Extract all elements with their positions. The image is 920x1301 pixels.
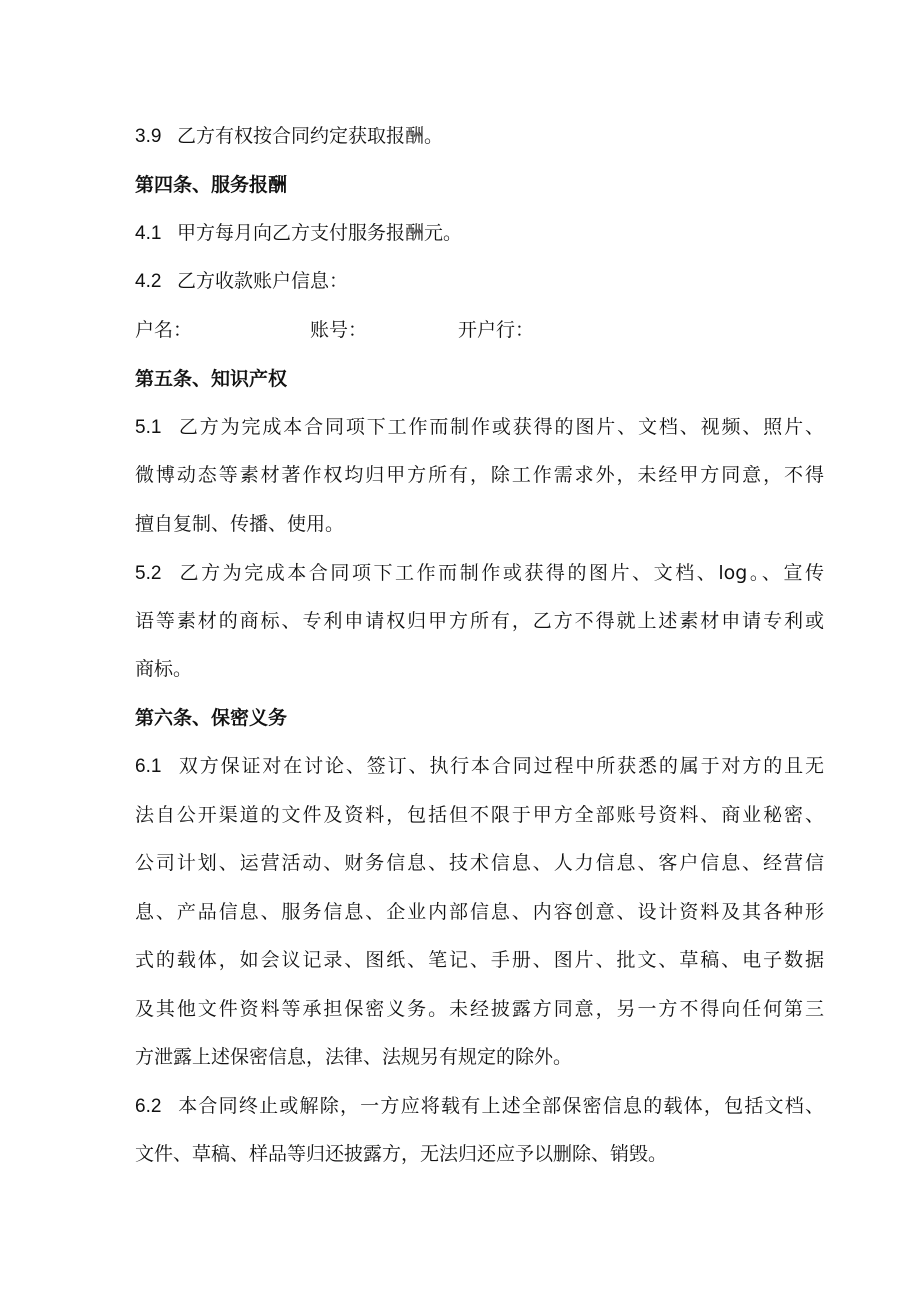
- clause-text: 乙方收款账户信息：: [177, 270, 349, 292]
- clause-5-2-line-1: [135, 561, 824, 586]
- clause-5-2-line-3: 商标。: [135, 658, 193, 680]
- article-5-heading: 第五条、知识产权: [135, 368, 288, 390]
- clause-6-1-line-1: [135, 754, 824, 779]
- clause-number: 3.9: [135, 126, 162, 147]
- clause-number: 4.1: [135, 223, 162, 244]
- article-6-heading: 第六条、保密义务: [135, 707, 288, 729]
- clause-6-2-line-1: [135, 1094, 824, 1119]
- clause-6-2-line-2: 文件、草稿、样品等归还披露方，无法归还应予以删除、销毁。: [135, 1143, 668, 1165]
- clause-number: 5.2: [135, 563, 162, 584]
- clause-number: 5.1: [135, 417, 162, 438]
- clause-5-1-line-3: 擅自复制、传播、使用。: [135, 513, 345, 535]
- clause-6-1-line-7: 方泄露上述保密信息，法律、法规另有规定的除外。: [135, 1046, 573, 1068]
- clause-6-1-line-6: 及其他文件资料等承担保密义务。未经披露方同意，另一方不得向任何第三: [135, 998, 824, 1020]
- clause-text: 甲方每月向乙方支付服务报酬元。: [177, 222, 463, 244]
- clause-5-2-line-2: 语等素材的商标、专利申请权归甲方所有，乙方不得就上述素材申请专利或: [135, 610, 824, 632]
- clause-text: 乙方为完成本合同项下工作而制作或获得的图片、文档、log。、宣传: [177, 562, 824, 584]
- clause-4-1: [135, 221, 824, 246]
- account-info-line: [135, 318, 824, 342]
- clause-number: 6.1: [135, 756, 162, 777]
- clause-number: 6.2: [135, 1096, 162, 1117]
- clause-number: 4.2: [135, 271, 162, 292]
- clause-5-1-line-2: 微博动态等素材著作权均归甲方所有，除工作需求外，未经甲方同意，不得: [135, 464, 824, 486]
- clause-6-1-line-2: 法自公开渠道的文件及资料，包括但不限于甲方全部账号资料、商业秘密、: [135, 804, 824, 826]
- clause-3-9: [135, 124, 824, 149]
- account-bank-label: 开户行：: [458, 319, 535, 341]
- clause-5-1-line-1: [135, 415, 824, 440]
- account-number-label: 账号：: [310, 319, 368, 341]
- clause-text: 乙方有权按合同约定获取报酬。: [177, 125, 444, 147]
- article-4-heading: 第四条、服务报酬: [135, 174, 288, 196]
- clause-text: 双方保证对在讨论、签订、执行本合同过程中所获悉的属于对方的且无: [177, 755, 824, 777]
- clause-6-1-line-5: 式的载体，如会议记录、图纸、笔记、手册、图片、批文、草稿、电子数据: [135, 949, 824, 971]
- clause-text: 本合同终止或解除，一方应将载有上述全部保密信息的载体，包括文档、: [177, 1095, 824, 1117]
- clause-6-1-line-4: 息、产品信息、服务信息、企业内部信息、内容创意、设计资料及其各种形: [135, 901, 824, 923]
- account-name-label: 户名：: [135, 319, 193, 341]
- clause-4-2: [135, 269, 824, 294]
- clause-text: 乙方为完成本合同项下工作而制作或获得的图片、文档、视频、照片、: [177, 416, 824, 438]
- clause-6-1-line-3: 公司计划、运营活动、财务信息、技术信息、人力信息、客户信息、经营信: [135, 852, 824, 874]
